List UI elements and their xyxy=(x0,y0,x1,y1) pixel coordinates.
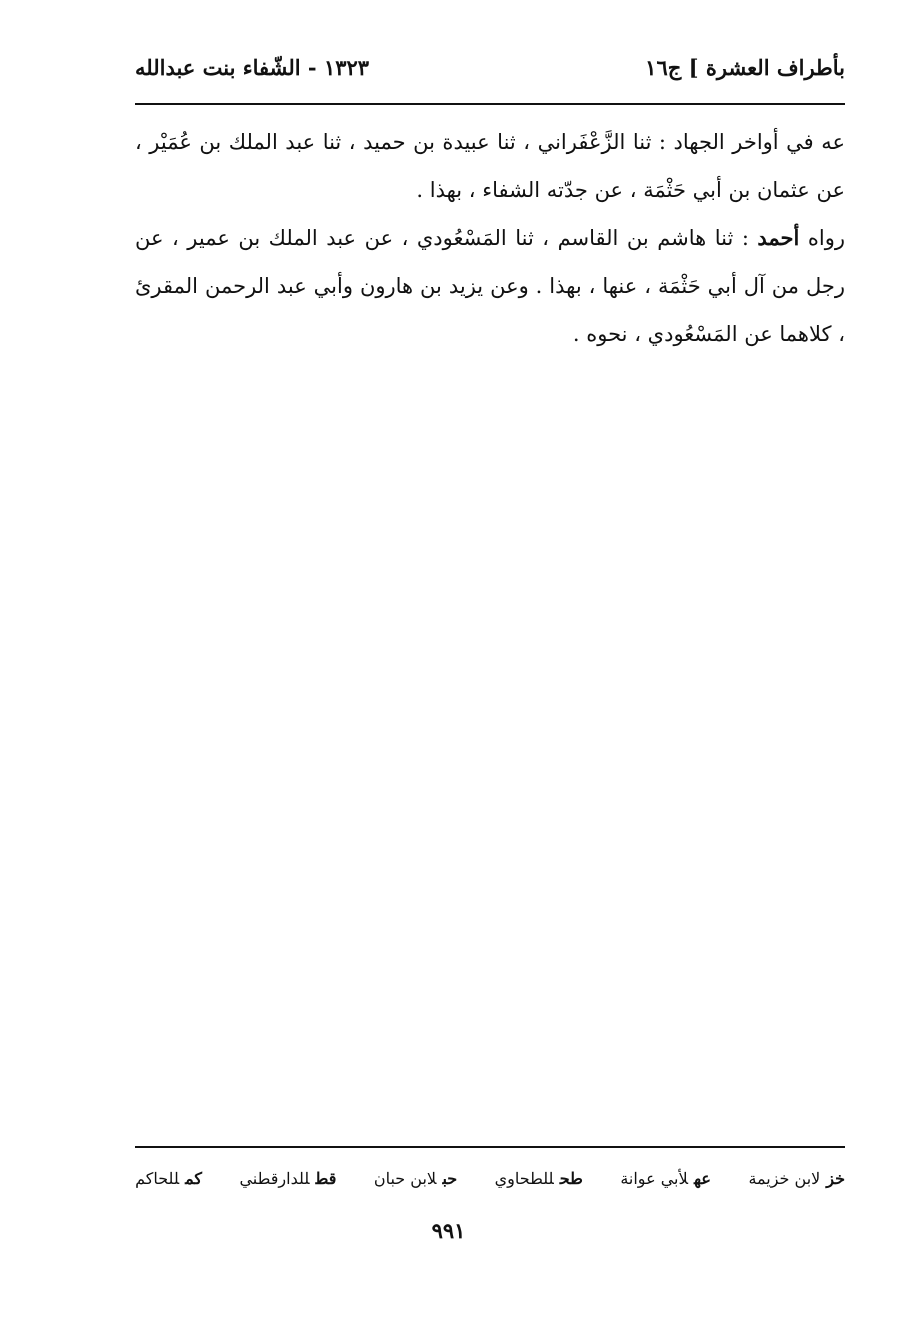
abbrev-item xyxy=(374,1169,457,1188)
abbrev-code: كم xyxy=(185,1168,202,1188)
abbrev-item xyxy=(495,1169,583,1188)
narrator-name: أحمد xyxy=(757,225,800,250)
abbrev-item xyxy=(748,1169,845,1188)
paragraph-2-text: : ثنا هاشم بن القاسم ، ثنا المَسْعُودي ، عن عبد الملك بن عمير ، عن رجل من آل أبي حَثْمَة ، عنها ، بهذا . وعن يزيد بن هارون وأبي عبد الرحمن المقرئ ، كلاهما عن المَسْعُودي ، نحوه . xyxy=(135,226,845,346)
abbrev-item xyxy=(239,1169,336,1188)
abbrev-meaning: للحاكم xyxy=(135,1168,180,1188)
abbrev-code: خز xyxy=(826,1168,845,1188)
abbrev-code: قط xyxy=(315,1168,337,1188)
header-volume-title: بأطراف العشرة ] ج١٦ xyxy=(645,55,845,80)
header-divider xyxy=(135,103,845,105)
abbrev-code: عه xyxy=(694,1168,711,1188)
page-number: ٩٩١ xyxy=(431,1218,466,1243)
abbrev-item xyxy=(620,1169,711,1188)
abbrev-meaning: لابن خزيمة xyxy=(748,1168,821,1188)
abbreviation-key xyxy=(135,1160,845,1196)
paragraph-1: عه في أواخر الجهاد : ثنا الزَّعْفَراني ، ثنا عبيدة بن حميد ، ثنا عبد الملك بن عُمَيْر ، عن عثمان بن أبي حَثْمَة ، عن جدّته الشفاء ، بهذا . xyxy=(135,130,845,202)
header-entry-title: ١٣٢٣ - الشّفاء بنت عبدالله xyxy=(135,55,370,80)
main-text xyxy=(135,118,845,358)
abbrev-item xyxy=(135,1169,202,1188)
footer-divider xyxy=(135,1146,845,1148)
abbrev-meaning: لأبي عوانة xyxy=(620,1168,689,1188)
running-header xyxy=(135,55,845,95)
paragraph-2 xyxy=(135,214,845,358)
abbrev-meaning: للطحاوي xyxy=(494,1168,554,1188)
abbrev-meaning: لابن حبان xyxy=(373,1168,437,1188)
paragraph-2-lead: رواه xyxy=(807,226,845,250)
abbrev-code: طح xyxy=(559,1168,583,1188)
abbrev-meaning: للدارقطني xyxy=(239,1168,310,1188)
abbrev-code: حب xyxy=(442,1168,458,1188)
